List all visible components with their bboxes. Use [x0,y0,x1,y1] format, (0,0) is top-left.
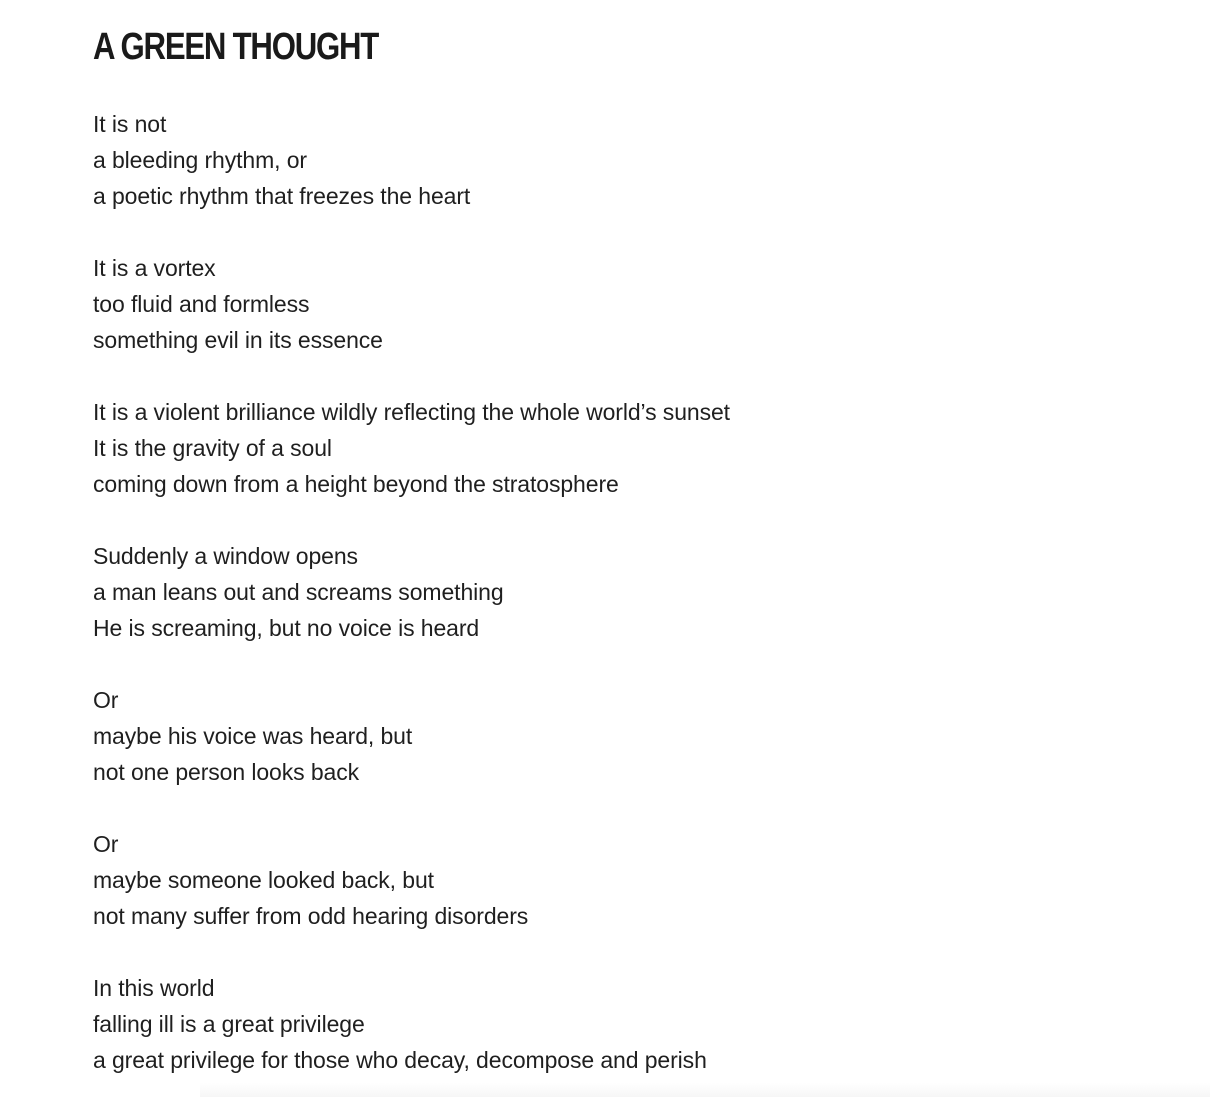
poem-page [93,26,1093,1114]
poem-line: It is a violent brilliance wildly reflecting the whole world’s sunset [93,399,730,425]
poem-line: It is the gravity of a soul [93,435,332,461]
poem-line: a man leans out and screams something [93,579,504,605]
poem-line: a great privilege for those who decay, decompose and perish [93,1047,707,1073]
poem-line: He is screaming, but no voice is heard [93,615,480,641]
poem-line: In this world [93,975,215,1001]
bottom-edge-shadow [200,1083,1210,1097]
poem-line: maybe someone looked back, but [93,867,434,893]
poem-line: not one person looks back [93,759,360,785]
poem-line: Or [93,831,119,857]
poem-line: not many suffer from odd hearing disorders [93,903,529,929]
poem-line: It is a vortex [93,255,216,281]
poem-line: It is not [93,111,167,137]
stanza [93,682,1093,790]
poem-title: A GREEN THOUGHT [93,26,379,68]
poem-line: a poetic rhythm that freezes the heart [93,183,471,209]
stanza [93,538,1093,646]
stanza [93,970,1093,1078]
poem-line: Suddenly a window opens [93,543,358,569]
poem-line: coming down from a height beyond the stratosphere [93,471,619,497]
poem-line: maybe his voice was heard, but [93,723,413,749]
poem-line: Or [93,687,119,713]
poem-line: falling ill is a great privilege [93,1011,365,1037]
stanza [93,106,1093,214]
stanza [93,826,1093,934]
poem-line: too fluid and formless [93,291,310,317]
poem-body [93,106,1093,1078]
stanza [93,394,1093,502]
poem-line: a bleeding rhythm, or [93,147,307,173]
stanza [93,250,1093,358]
poem-line: something evil in its essence [93,327,383,353]
